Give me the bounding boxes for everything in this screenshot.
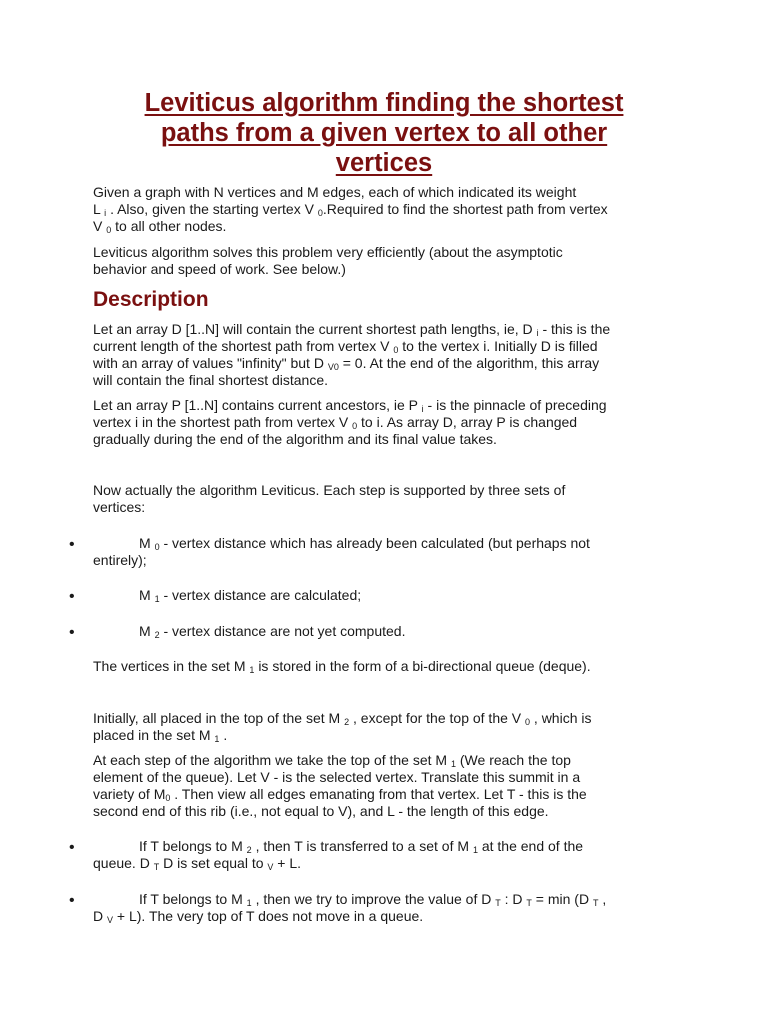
- page-title: [100, 88, 668, 178]
- subscript: i: [536, 328, 539, 338]
- text-span: to all other nodes.: [115, 218, 227, 234]
- text-span: current length of the shortest path from vertex V: [93, 338, 390, 354]
- description-paragraph: [93, 397, 693, 448]
- description-paragraph: [93, 658, 693, 675]
- intro-paragraph: [93, 244, 693, 278]
- subscript: T: [495, 898, 501, 908]
- title-line: paths from a given vertex to all other: [160, 119, 608, 147]
- text-span: D: [93, 908, 104, 924]
- list-item: [93, 623, 693, 640]
- list-item: [93, 838, 693, 872]
- text-line: [93, 338, 693, 355]
- description-paragraph: [93, 752, 693, 820]
- subscript: i: [104, 208, 107, 218]
- text-span: - vertex distance which has already been calculated (but perhaps not: [163, 535, 590, 551]
- description-paragraph: [93, 482, 693, 516]
- subscript: 0: [393, 345, 399, 355]
- text-span: vertex i in the shortest path from vertex V: [93, 414, 349, 430]
- text-line: [93, 201, 693, 218]
- text-line: [93, 752, 693, 769]
- text-line: Now actually the algorithm Leviticus. Each step is supported by three sets of: [93, 482, 566, 498]
- text-span: variety of M: [93, 786, 166, 802]
- title-line: Leviticus algorithm finding the shortest: [144, 89, 624, 117]
- bullet-marker: •: [69, 892, 75, 909]
- text-line: [93, 891, 693, 908]
- text-line: [93, 218, 693, 235]
- list-item: [93, 587, 693, 604]
- subscript: V: [107, 915, 114, 925]
- text-span: - is the pinnacle of preceding: [427, 397, 607, 413]
- text-span: is stored in the form of a bi-directional queue (deque).: [258, 658, 591, 674]
- text-span: to i. As array D, array P is changed: [361, 414, 578, 430]
- text-span: V: [93, 218, 103, 234]
- subscript: 0: [106, 225, 112, 235]
- text-span: queue. D: [93, 855, 150, 871]
- text-line: vertices:: [93, 499, 146, 515]
- text-line: [93, 710, 693, 727]
- subscript: 2: [344, 717, 350, 727]
- list-item: [93, 535, 693, 569]
- text-span: , which is: [533, 710, 592, 726]
- text-span: = min (D: [535, 891, 590, 907]
- text-span: M: [139, 587, 151, 603]
- text-line: second end of this rib (i.e., not equal to V), and L - the length of this edge.: [93, 803, 549, 819]
- text-span: with an array of values "infinity" but D: [93, 355, 324, 371]
- subscript: V: [267, 862, 274, 872]
- text-line: [93, 623, 693, 640]
- text-line: [93, 838, 693, 855]
- description-paragraph: [93, 710, 693, 744]
- text-span: . Also, given the starting vertex V: [110, 201, 314, 217]
- text-span: ,: [602, 891, 607, 907]
- text-span: , then we try to improve the value of D: [255, 891, 492, 907]
- text-line: [93, 414, 693, 431]
- text-line: Leviticus algorithm solves this problem very efficiently (about the asymptotic: [93, 244, 563, 260]
- text-span: .Required to find the shortest path from vertex: [322, 201, 608, 217]
- text-span: placed in the set M: [93, 727, 211, 743]
- subscript: 0: [154, 542, 160, 552]
- text-span: , then T is transferred to a set of M: [255, 838, 470, 854]
- text-span: : D: [504, 891, 523, 907]
- text-line: [93, 397, 693, 414]
- text-span: D is set equal to: [163, 855, 264, 871]
- text-line: [93, 658, 693, 675]
- text-span: At each step of the algorithm we take the top of the set M: [93, 752, 448, 768]
- text-span: = 0. At the end of the algorithm, this array: [342, 355, 600, 371]
- subscript: 1: [154, 594, 160, 604]
- subscript: 0: [165, 793, 171, 803]
- bullet-marker: •: [69, 624, 75, 641]
- text-span: (We reach the top: [459, 752, 571, 768]
- text-line: element of the queue). Let V - is the selected vertex. Translate this summit in a: [93, 769, 581, 785]
- bullet-marker: •: [69, 588, 75, 605]
- text-span: + L). The very top of T does not move in a queue.: [116, 908, 424, 924]
- text-line: [93, 855, 693, 872]
- text-span: .: [223, 727, 228, 743]
- text-span: The vertices in the set M: [93, 658, 246, 674]
- text-span: at the end of the: [481, 838, 584, 854]
- subscript: 0: [352, 421, 358, 431]
- text-span: Initially, all placed in the top of the set M: [93, 710, 341, 726]
- subscript: 1: [214, 734, 220, 744]
- text-line: [93, 321, 693, 338]
- subscript: 2: [154, 630, 160, 640]
- text-span: - vertex distance are calculated;: [163, 587, 362, 603]
- text-span: If T belongs to M: [139, 838, 243, 854]
- subscript: V0: [327, 362, 339, 372]
- subscript: 1: [450, 759, 456, 769]
- subscript: 0: [317, 208, 323, 218]
- text-span: to the vertex i. Initially D is filled: [402, 338, 598, 354]
- subscript: T: [592, 898, 599, 908]
- text-span: Let an array D [1..N] will contain the current shortest path lengths, ie, D: [93, 321, 533, 337]
- subscript: 1: [472, 845, 478, 855]
- text-span: Let an array P [1..N] contains current ancestors, ie P: [93, 397, 418, 413]
- text-line: [93, 727, 693, 744]
- subscript: 0: [525, 717, 531, 727]
- text-line: gradually during the end of the algorithm and its final value takes.: [93, 431, 497, 447]
- bullet-marker: •: [69, 536, 75, 553]
- text-span: L: [93, 201, 101, 217]
- bullet-marker: •: [69, 839, 75, 856]
- text-line: behavior and speed of work. See below.): [93, 261, 346, 277]
- text-span: . Then view all edges emanating from that vertex. Let T - this is the: [174, 786, 587, 802]
- description-paragraph: [93, 321, 693, 389]
- text-line: [93, 786, 693, 803]
- text-line: [93, 908, 693, 925]
- section-heading: Description: [93, 288, 209, 311]
- text-line: will contain the final shortest distance.: [93, 372, 329, 388]
- text-line: entirely);: [93, 552, 147, 568]
- title-line: vertices: [335, 149, 433, 177]
- subscript: 2: [246, 845, 252, 855]
- text-span: , except for the top of the V: [353, 710, 522, 726]
- subscript: 1: [249, 665, 255, 675]
- text-line: [93, 587, 693, 604]
- subscript: 1: [246, 898, 252, 908]
- subscript: T: [153, 862, 160, 872]
- text-line: Given a graph with N vertices and M edges, each of which indicated its weight: [93, 184, 577, 200]
- text-line: [93, 535, 693, 552]
- text-span: M: [139, 535, 151, 551]
- subscript: i: [421, 404, 424, 414]
- text-span: If T belongs to M: [139, 891, 243, 907]
- text-span: + L.: [277, 855, 302, 871]
- text-span: - vertex distance are not yet computed.: [163, 623, 406, 639]
- text-line: [93, 355, 693, 372]
- text-span: M: [139, 623, 151, 639]
- subscript: T: [526, 898, 532, 908]
- list-item: [93, 891, 693, 925]
- text-span: - this is the: [542, 321, 611, 337]
- intro-paragraph: [93, 184, 693, 235]
